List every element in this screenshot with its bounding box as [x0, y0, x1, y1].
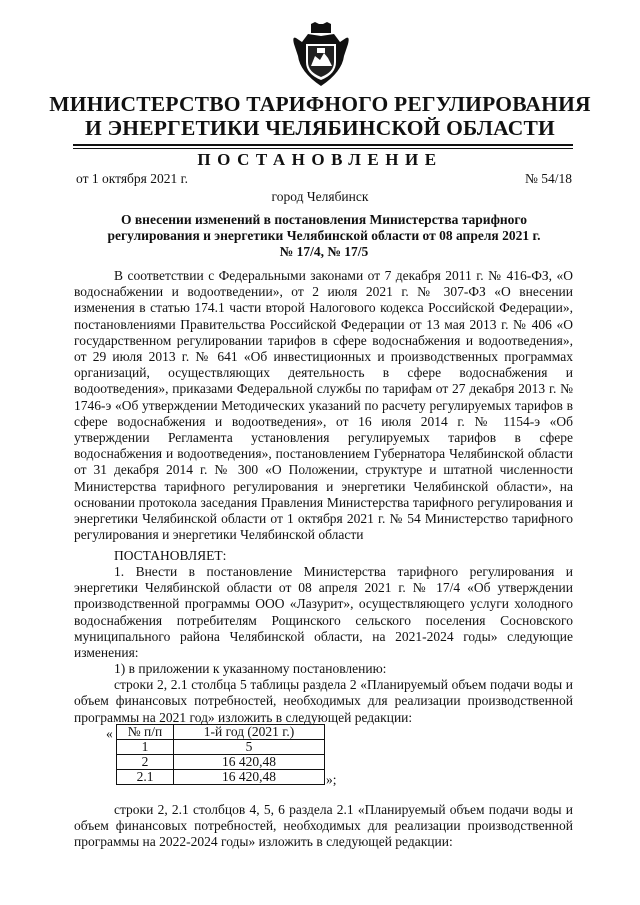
- subject-line1: О внесении изменений в постановления Министерства тарифного: [121, 212, 527, 227]
- table-cell: 2.1: [117, 770, 174, 785]
- header-divider-thick: [73, 144, 573, 146]
- rows-intro2-paragraph: [74, 802, 573, 851]
- table-row: [117, 755, 325, 770]
- document-date: от 1 октября 2021 г.: [76, 171, 189, 186]
- coat-of-arms-icon: [290, 22, 352, 90]
- table-row: [117, 740, 325, 755]
- table-header-cell: 1-й год (2021 г.): [174, 725, 325, 740]
- subitem-paragraph: [74, 661, 573, 726]
- document-subject: [74, 212, 574, 260]
- document-city: город Челябинск: [271, 189, 369, 204]
- table-header-row: [117, 725, 325, 740]
- item1-text: 1. Внести в постановление Министерства тарифного регулирования и энергетики Челябинской области от 08 апреля 2021 г. № 17/4 «Об утверждении производственной программы ООО «Лазурит», осуществляющего услуги холодного водоснабжения потребителям Рощинского сельского поселения Сосновского муниципального района Челябинской области, на 2021-2024 годы» следующие изменения:: [74, 564, 573, 661]
- quote-open-mark: «: [106, 726, 113, 741]
- subject-line2: регулирования и энергетики Челябинской области от 08 апреля 2021 г.: [107, 228, 541, 243]
- table-cell: 5: [174, 740, 325, 755]
- rows-intro-text: строки 2, 2.1 столбца 5 таблицы раздела 2 «Планируемый объем подачи воды и объем финансовых потребностей, необходимых для реализации производственной программы на 2021 год» изложить в следующей редакции:: [74, 677, 573, 725]
- table-row: [117, 770, 325, 785]
- subject-line3: № 17/4, № 17/5: [279, 244, 369, 259]
- document-type-title: ПОСТАНОВЛЕНИЕ: [197, 150, 443, 169]
- table-cell: 16 420,48: [174, 770, 325, 785]
- document-number: № 54/18: [524, 171, 572, 186]
- table-header-cell: № п/п: [117, 725, 174, 740]
- amendment-table: [116, 724, 325, 785]
- quote-close-mark: »;: [326, 772, 337, 787]
- preamble-text: В соответствии с Федеральными законами от 7 декабря 2011 г. № 416-ФЗ, «О водоснабжении и водоотведении», от 2 июля 2021 г. № 307-ФЗ «О внесении изменения в статью 174.1 части второй Налогового кодекса Российской Федерации», постановлениями Правительства Российской Федерации от 13 мая 2013 г. № 406 «О государственном регулировании тарифов в сфере водоснабжения и водоотведения», от 29 июля 2013 г. № 641 «Об инвестиционных и производственных программах организаций, осуществляющих деятельность в сфере водоснабжения и водоотведения», приказами Федеральной службы по тарифам от 27 декабря 2013 г. № 1746-э «Об утверждении Методических указаний по расчету регулируемых тарифов в сфере водоснабжения и водоотведения», от 16 июля 2014 г. № 1154-э «Об утверждении Регламента установления регулируемых тарифов в сфере водоснабжения и водоотведения», постановлением Губернатора Челябинской области от 31 декабря 2014 г. № 300 «О Положении, структуре и штатной численности Министерства тарифного регулирования и энергетики Челябинской области», на основании протокола заседания Правления Министерства тарифного регулирования и энергетики Челябинской области от 1 октября 2021 г. № 54 Министерство тарифного регулирования и энергетики Челябинской области: [74, 268, 573, 543]
- item1-paragraph: [74, 564, 573, 661]
- table-cell: 1: [117, 740, 174, 755]
- resolves-heading: ПОСТАНОВЛЯЕТ:: [114, 548, 227, 563]
- table-cell: 16 420,48: [174, 755, 325, 770]
- ministry-title-line1: МИНИСТЕРСТВО ТАРИФНОГО РЕГУЛИРОВАНИЯ: [49, 92, 591, 116]
- preamble-paragraph: [74, 268, 573, 543]
- table-cell: 2: [117, 755, 174, 770]
- subitem1-text: 1) в приложении к указанному постановлению:: [114, 661, 387, 676]
- rows-intro2-text: строки 2, 2.1 столбцов 4, 5, 6 раздела 2.1 «Планируемый объем подачи воды и объем финансовых потребностей, необходимых для реализации производственной программы на 2022-2024 годы» изложить в следующей редакции:: [74, 802, 573, 850]
- ministry-title-line2: И ЭНЕРГЕТИКИ ЧЕЛЯБИНСКОЙ ОБЛАСТИ: [85, 116, 555, 140]
